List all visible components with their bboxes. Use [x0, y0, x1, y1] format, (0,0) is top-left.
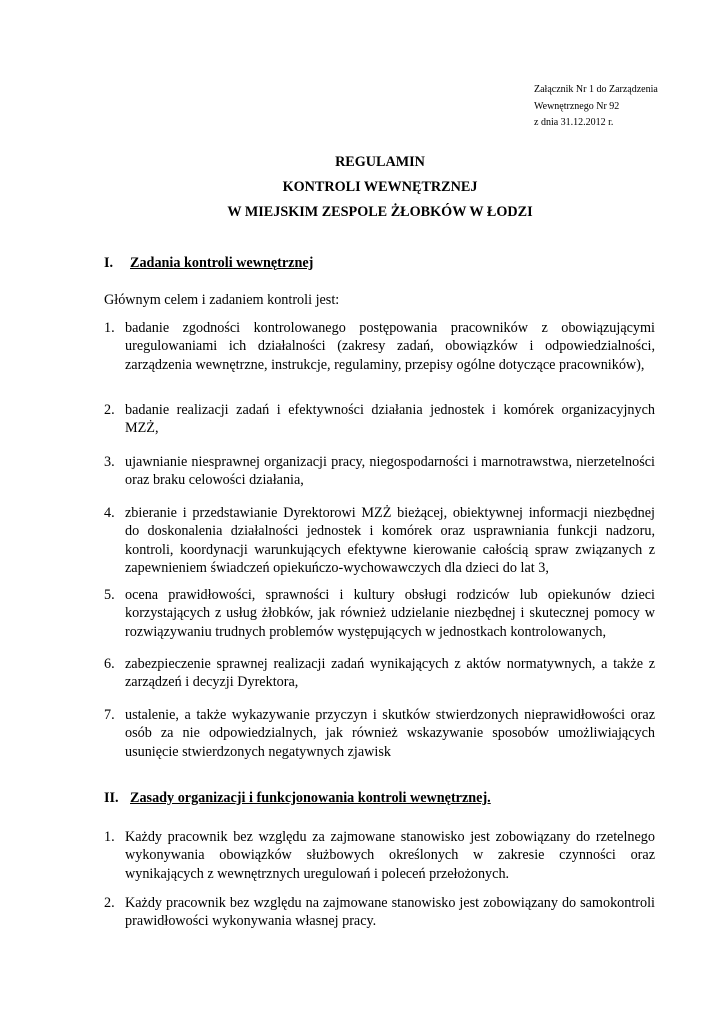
- list-item: [104, 453, 655, 490]
- section-1-number: I.: [104, 255, 114, 271]
- item-text: Każdy pracownik bez względu za zajmowane stanowisko jest zobowiązany do rzetelnego wykonywania obowiązków służbowych określonych w zakresie czynności oraz wynikających z wewnętrznych uregulowań i poleceń przełożonych.: [125, 829, 655, 882]
- annex-note: [534, 82, 658, 132]
- list-item: [104, 319, 655, 374]
- item-text: ocena prawidłowości, sprawności i kultury obsługi rodziców lub opiekunów dzieci korzystających z usług żłobków, jak również udzielanie niezbędnej i skutecznej pomocy w rozwiązywaniu trudnych problemów występujących w jednostkach kontrolowanych,: [125, 587, 655, 640]
- item-text: ustalenie, a także wykazywanie przyczyn i skutków stwierdzonych nieprawidłowości oraz osób za nie odpowiedzialnych, jak również wskazywanie sposobów umożliwiających usunięcie stwierdzonych negatywnych zjawisk: [125, 707, 655, 760]
- document-title: [0, 150, 725, 225]
- section-1-heading: [104, 255, 313, 272]
- item-number: 1.: [104, 320, 115, 336]
- section-2-heading: [104, 790, 491, 807]
- title-line-1: REGULAMIN: [335, 154, 425, 170]
- section-2-title: Zasady organizacji i funkcjonowania kontroli wewnętrznej.: [130, 790, 491, 806]
- item-number: 7.: [104, 707, 115, 723]
- annex-line-2: Wewnętrznego Nr 92: [534, 100, 620, 112]
- list-item: [104, 655, 655, 692]
- annex-line-1: Załącznik Nr 1 do Zarządzenia: [534, 84, 658, 95]
- item-number: 2.: [104, 895, 115, 911]
- list-item: [104, 894, 655, 931]
- item-number: 4.: [104, 505, 115, 521]
- item-number: 3.: [104, 454, 115, 470]
- item-number: 6.: [104, 656, 115, 672]
- section-2-number: II.: [104, 790, 119, 806]
- list-item: [104, 401, 655, 438]
- item-text: ujawnianie niesprawnej organizacji pracy, niegospodarności i marnotrawstwa, nierzetelności oraz braku celowości działania,: [125, 454, 655, 489]
- list-item: [104, 706, 655, 761]
- item-text: badanie realizacji zadań i efektywności działania jednostek i komórek organizacyjnych MZŻ,: [125, 402, 655, 437]
- item-text: badanie zgodności kontrolowanego postępowania pracowników z obowiązującymi uregulowaniami ich działalności (zakresy zadań, obowiązków i odpowiedzialności, zarządzenia wewnętrzne, instrukcje, regulaminy, przepisy ogólne dotyczące pracowników),: [125, 320, 655, 373]
- item-number: 1.: [104, 829, 115, 845]
- section-1-title: Zadania kontroli wewnętrznej: [130, 255, 314, 271]
- list-item: [104, 586, 655, 641]
- item-text: zbieranie i przedstawianie Dyrektorowi MZŻ bieżącej, obiektywnej informacji niezbędnej do doskonalenia działalności jednostek i komórek oraz usprawniania funkcji nadzoru, kontroli, koordynacji warunkujących efektywne kierowanie całością spraw związanych z zapewnieniem świadczeń opiekuńczo-wychowawczych dla dzieci do lat 3,: [125, 505, 655, 576]
- item-number: 2.: [104, 402, 115, 418]
- section-1-intro: Głównym celem i zadaniem kontroli jest:: [104, 292, 340, 308]
- title-line-3: W MIEJSKIM ZESPOLE ŻŁOBKÓW W ŁODZI: [227, 204, 533, 220]
- list-item: [104, 504, 655, 577]
- annex-line-3: z dnia 31.12.2012 r.: [534, 117, 614, 128]
- list-item: [104, 828, 655, 883]
- item-text: zabezpieczenie sprawnej realizacji zadań wynikających z aktów normatywnych, a także z zarządzeń i decyzji Dyrektora,: [125, 656, 655, 691]
- item-text: Każdy pracownik bez względu na zajmowane stanowisko jest zobowiązany do samokontroli prawidłowości wykonywania własnej pracy.: [125, 895, 655, 930]
- title-line-2: KONTROLI WEWNĘTRZNEJ: [282, 179, 478, 195]
- item-number: 5.: [104, 587, 115, 603]
